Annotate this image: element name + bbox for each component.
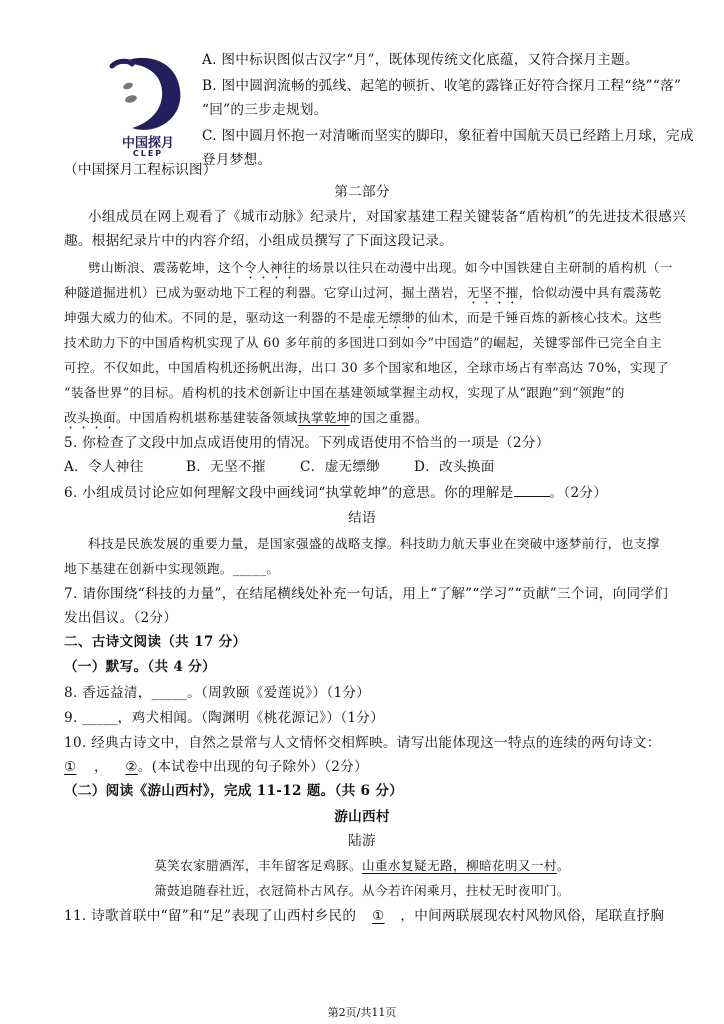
record-line1: 劈山断浪、震荡乾坤，这个令人神往的场景以往只在动漫中出现。如今中国铁建自主研制的盾构机（一: [88, 260, 673, 275]
subsection-poem-reading: （二）阅读《游山西村》，完成 11-12 题。（共 6 分）: [64, 783, 404, 799]
poem-title: 游山西村: [334, 809, 390, 825]
moon-emblem-icon: [98, 52, 198, 137]
option-b-line1: B. 图中圆润流畅的弧线、起笔的顿折、收笔的露锋正好符合探月工程“绕”“落”: [202, 78, 682, 94]
idiom-wujianbucui: 无坚不摧: [466, 285, 519, 300]
clep-logo: [98, 52, 198, 172]
idiom-xuwupiaomiao: 虚无缥缈: [362, 310, 415, 325]
answer-blank-2: ②: [125, 759, 138, 775]
logo-title: 中国探月: [121, 136, 174, 151]
idiom-lingrenshenwang: 令人神往: [243, 260, 296, 275]
underlined-poem-lines: 山重水复疑无路，柳暗花明又一村: [362, 858, 557, 873]
question-6: 6. 小组成员讨论应如何理解文段中画线词“执掌乾坤”的意思。你的理解是 。（2分）: [64, 481, 607, 505]
poem-line2: 箫鼓追随春社近，衣冠简朴古风存。从今若许闲乘月，拄杖无时夜叩门。: [154, 883, 570, 898]
record-line5: 可控。不仅如此，中国盾构机还扬帆出海，出口 30 多个国家和地区，全球市场占有率高达 70%，实现了: [64, 360, 669, 375]
question-7-line1: 7. 请你围绕“科技的力量”，在结尾横线处补充一句话，用上“了解”“学习”“贡献”三个词，向同学们: [64, 586, 669, 602]
record-line6: “装备世界”的目标。盾构机的技术创新让中国在基建领域掌握主动权，实现了从“跟跑”到“领跑”的: [64, 385, 625, 400]
option-c-line2: 登月梦想。: [202, 152, 272, 168]
logo-subtitle: CLEP: [132, 149, 164, 158]
conclusion-line1: 科技是民族发展的重要力量，是国家强盛的战略支撑。科技助力航天事业在突破中逐梦前行，也支撑: [88, 536, 660, 551]
q5-option-b: B．无坚不摧: [186, 459, 266, 475]
section-heading-conclusion: 结语: [348, 510, 376, 526]
conclusion-line2: 地下基建在创新中实现领跑。_____。: [64, 561, 280, 576]
question-7-line2: 发出倡议。（2分）: [64, 610, 178, 626]
poem-author: 陆游: [348, 833, 376, 849]
idiom-gaitouhuanmian: 改头换面: [64, 410, 116, 425]
answer-blank: [514, 482, 550, 497]
section-heading-part2: 第二部分: [334, 184, 390, 200]
answer-blank-1: ①: [64, 759, 77, 775]
record-line4: 技术助力下的中国盾构机实现了从 60 多年前的多国进口到如今“中国造”的崛起，关键零部件已完全自主: [64, 335, 663, 350]
q5-option-c: C．虚无缥缈: [300, 459, 381, 475]
answer-blank-1: ①: [372, 908, 385, 924]
page-number: 第2页/共11页: [327, 1006, 397, 1019]
underlined-zhizhangqiankun: 执掌乾坤: [297, 410, 350, 425]
record-line3: 坤强大威力的仙术。不同的是，驱动这一利器的不是虚无缥缈的仙术，而是千锤百炼的新核心技术。这些: [64, 310, 662, 325]
option-a: A. 图中标识图似古汉字“月”，既体现传统文化底蕴，又符合探月主题。: [202, 52, 639, 68]
question-8: 8. 香远益清，_____。（周敦颐《爱莲说》）（1分）: [64, 685, 371, 701]
record-line2: 种隧道掘进机）已成为驱动地下工程的利器。它穿山过河，掘土凿岩，无坚不摧，恰似动漫中具有震荡乾: [64, 285, 662, 300]
q5-option-d: D．改头换面: [414, 459, 495, 475]
question-10-line1: 10. 经典古诗文中，自然之景常与人文情怀交相辉映。请写出能体现这一特点的连续的两句诗文：: [64, 735, 661, 751]
question-11: 11. 诗歌首联中“留”和“足”表现了山西村乡民的 ① ，中间两联展现农村风物风俗，尾联直抒胸: [64, 904, 664, 928]
question-9: 9. _____，鸡犬相闻。（陶渊明《桃花源记》）（1分）: [64, 710, 385, 726]
logo-caption: （中国探月工程标识图）: [64, 162, 217, 178]
part2-intro-line2: 趣。根据纪录片中的内容介绍，小组成员撰写了下面这段记录。: [64, 233, 454, 249]
question-10-line2: ① ， ②。(本试卷中出现的句子除外）（2分）: [64, 755, 368, 779]
q5-option-a: A．令人神往: [64, 459, 144, 475]
option-c-line1: C. 图中圆月怀抱一对清晰而坚实的脚印，象征着中国航天员已经踏上月球，完成: [202, 128, 694, 144]
question-5: 5. 你检查了文段中加点成语使用的情况。下列成语使用不恰当的一项是（2分）: [64, 435, 550, 451]
subsection-dictation: （一）默写。（共 4 分）: [64, 659, 216, 675]
part2-intro-line1: 小组成员在网上观看了《城市动脉》纪录片，对国家基建工程关键装备“盾构机”的先进技术很感兴: [88, 209, 687, 225]
poem-line1: 莫笑农家腊酒浑，丰年留客足鸡豚。山重水复疑无路，柳暗花明又一村。: [154, 858, 570, 873]
section-heading-classical: 二、古诗文阅读（共 17 分）: [64, 634, 247, 650]
option-b-line2: “回”的三步走规划。: [202, 102, 328, 118]
record-line7: 改头换面。中国盾构机堪称基建装备领域执掌乾坤的国之重器。: [64, 410, 428, 425]
